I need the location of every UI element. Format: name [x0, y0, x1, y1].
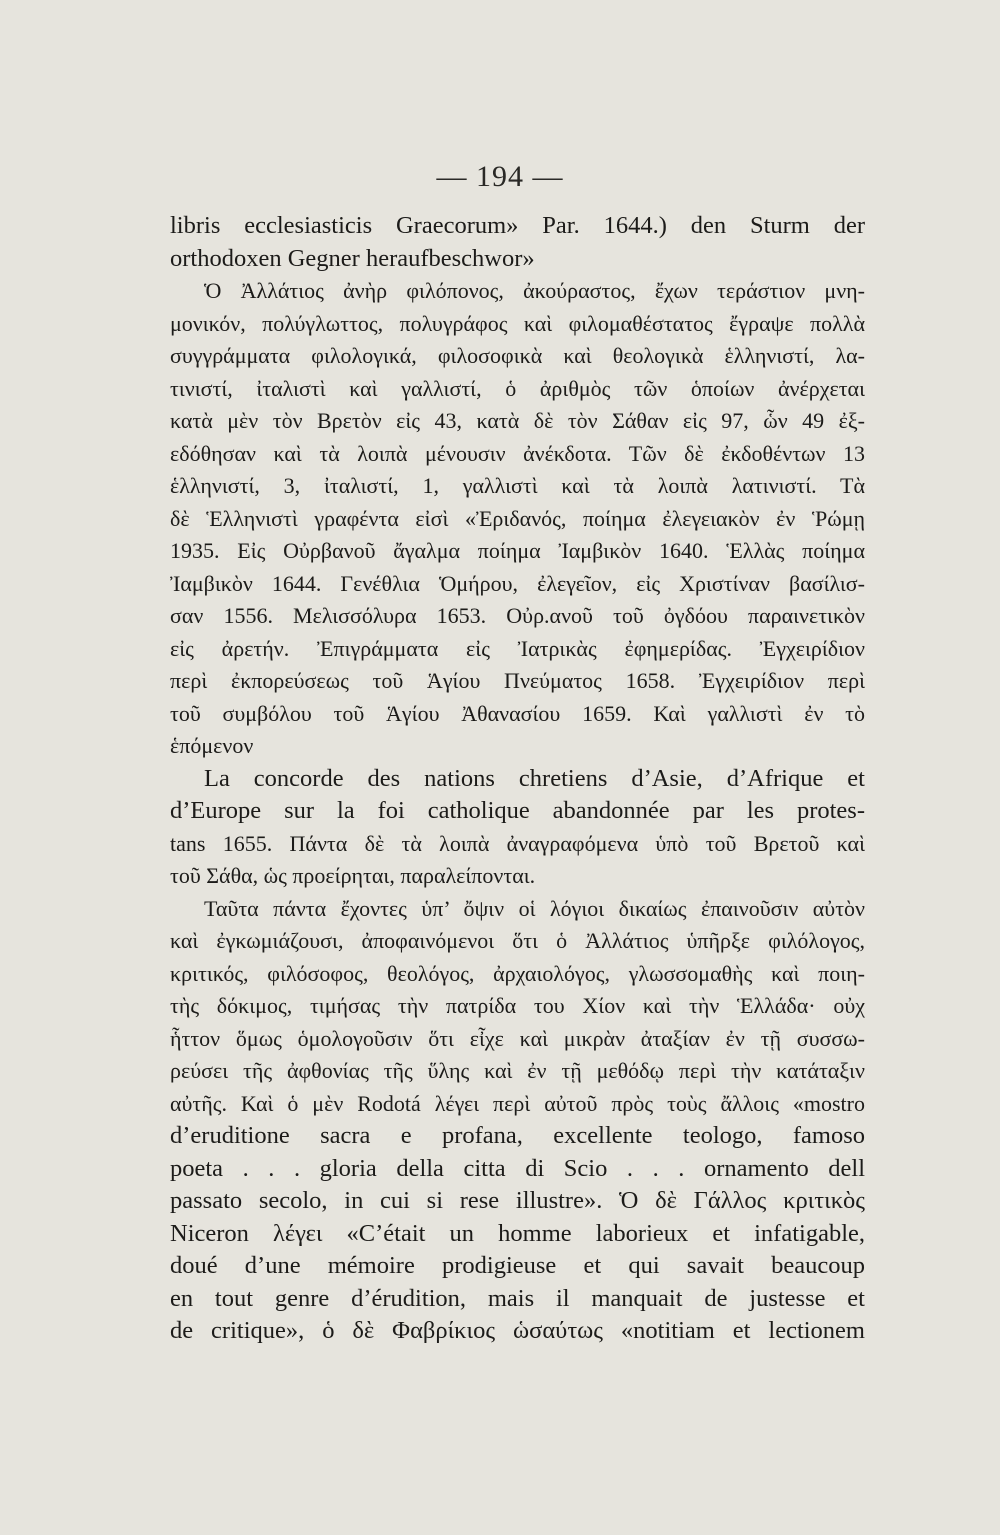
text-line: κριτικός, φιλόσοφος, θεολόγος, ἀρχαιολόγος, γλωσσομαθὴς καὶ ποιη-: [170, 960, 865, 986]
text-line: en tout genre d’érudition, mais il manquait de justesse et: [170, 1284, 865, 1312]
text-line: poeta . . . gloria della citta di Scio . . . ornamento dell: [170, 1154, 865, 1182]
text-line: εδόθησαν καὶ τὰ λοιπὰ μένουσιν ἀνέκδοτα. Τῶν δὲ ἐκδοθέντων 13: [170, 440, 865, 466]
text-line: δὲ Ἑλληνιστὶ γραφέντα εἰσὶ «Ἐριδανός, ποίημα ἐλεγειακὸν ἐν Ῥώμῃ: [170, 505, 865, 531]
page-number-header: — 194 —: [436, 160, 564, 193]
text-line: d’eruditione sacra e profana, excellente teologo, famoso: [170, 1122, 865, 1149]
text-line: σαν 1556. Μελισσόλυρα 1653. Οὐρ.ανοῦ τοῦ ὀγδόου παραινετικὸν: [170, 603, 865, 628]
text-line: συγγράμματα φιλολογικά, φιλοσοφικὰ καὶ θεολογικὰ ἑλληνιστί, λα-: [170, 343, 865, 368]
text-line: libris ecclesiasticis Graecorum» Par. 1644.) den Sturm der: [170, 212, 865, 239]
text-line: 1935. Εἰς Οὐρβανοῦ ἄγαλμα ποίημα Ἰαμβικὸν 1640. Ἑλλὰς ποίημα: [170, 538, 865, 563]
text-line: καὶ ἐγκωμιάζουσι, ἀποφαινόμενοι ὅτι ὁ Ἀλλάτιος ὑπῆρξε φιλόλογος,: [170, 928, 865, 953]
text-line: Ταῦτα πάντα ἔχοντες ὑπ’ ὄψιν οἱ λόγιοι δικαίως ἐπαινοῦσιν αὐτὸν: [204, 895, 865, 921]
text-line: La concorde des nations chretiens d’Asie, d’Afrique et: [204, 764, 865, 792]
text-line: passato secolo, in cui si rese illustre». Ὁ δὲ Γάλλος κριτικὸς: [170, 1187, 865, 1214]
text-line: τοῦ συμβόλου τοῦ Ἁγίου Ἀθανασίου 1659. Καὶ γαλλιστὶ ἐν τὸ: [170, 700, 865, 726]
text-line: τινιστί, ἰταλιστὶ καὶ γαλλιστί, ὁ ἀριθμὸς τῶν ὁποίων ἀνέρχεται: [170, 375, 865, 401]
text-line: κατὰ μὲν τὸν Βρετὸν εἰς 43, κατὰ δὲ τὸν Σάθαν εἰς 97, ὧν 49 ἐξ-: [170, 408, 865, 433]
text-line: ἧττον ὅμως ὁμολογοῦσιν ὅτι εἶχε καὶ μικρὰν ἀταξίαν ἐν τῇ συσσω-: [170, 1025, 865, 1051]
text-line: d’Europe sur la foi catholique abandonnée par les protes-: [170, 797, 865, 824]
text-line: de critique», ὁ δὲ Φαβρίκιος ὡσαύτως «notitiam et lectionem: [170, 1317, 865, 1344]
text-line: Ὁ Ἀλλάτιος ἀνὴρ φιλόπονος, ἀκούραστος, ἔχων τεράστιον μνη-: [204, 278, 865, 303]
text-line: Niceron λέγει «C’était un homme laborieux et infatigable,: [170, 1219, 865, 1247]
text-line: τοῦ Σάθα, ὡς προείρηται, παραλείπονται.: [170, 863, 536, 888]
text-line: ἑλληνιστί, 3, ἰταλιστί, 1, γαλλιστὶ καὶ τὰ λοιπὰ λατινιστί. Τὰ: [170, 473, 865, 498]
text-line: αὐτῆς. Καὶ ὁ μὲν Rodotá λέγει περὶ αὐτοῦ πρὸς τοὺς ἄλλοις «mostro: [170, 1090, 865, 1116]
text-line: ρεύσει τῆς ἀφθονίας τῆς ὕλης καὶ ἐν τῇ μεθόδῳ περὶ τὴν κατάταξιν: [170, 1058, 865, 1083]
text-line: Ἰαμβικὸν 1644. Γενέθλια Ὁμήρου, ἐλεγεῖον, εἰς Χριστίναν βασίλισ-: [170, 570, 865, 596]
text-line: εἰς ἀρετήν. Ἐπιγράμματα εἰς Ἰατρικὰς ἐφημερίδας. Ἐγχειρίδιον: [170, 635, 865, 661]
text-line: περὶ ἐκπορεύσεως τοῦ Ἁγίου Πνεύματος 1658. Ἐγχειρίδιον περὶ: [170, 668, 865, 693]
text-line: ἑπόμενον: [170, 733, 254, 758]
text-line: orthodoxen Gegner heraufbeschwor»: [170, 244, 535, 272]
text-line: μονικόν, πολύγλωττος, πολυγράφος καὶ φιλομαθέστατος ἔγραψε πολλὰ: [170, 310, 865, 336]
body-text: [170, 210, 865, 1348]
text-line: doué d’une mémoire prodigieuse et qui savait beaucoup: [170, 1252, 865, 1279]
text-line: τὴς δόκιμος, τιμήσας τὴν πατρίδα του Χίον καὶ τὴν Ἑλλάδα· οὐχ: [170, 993, 865, 1018]
text-line: tans 1655. Πάντα δὲ τὰ λοιπὰ ἀναγραφόμενα ὑπὸ τοῦ Βρετοῦ καὶ: [170, 830, 865, 856]
